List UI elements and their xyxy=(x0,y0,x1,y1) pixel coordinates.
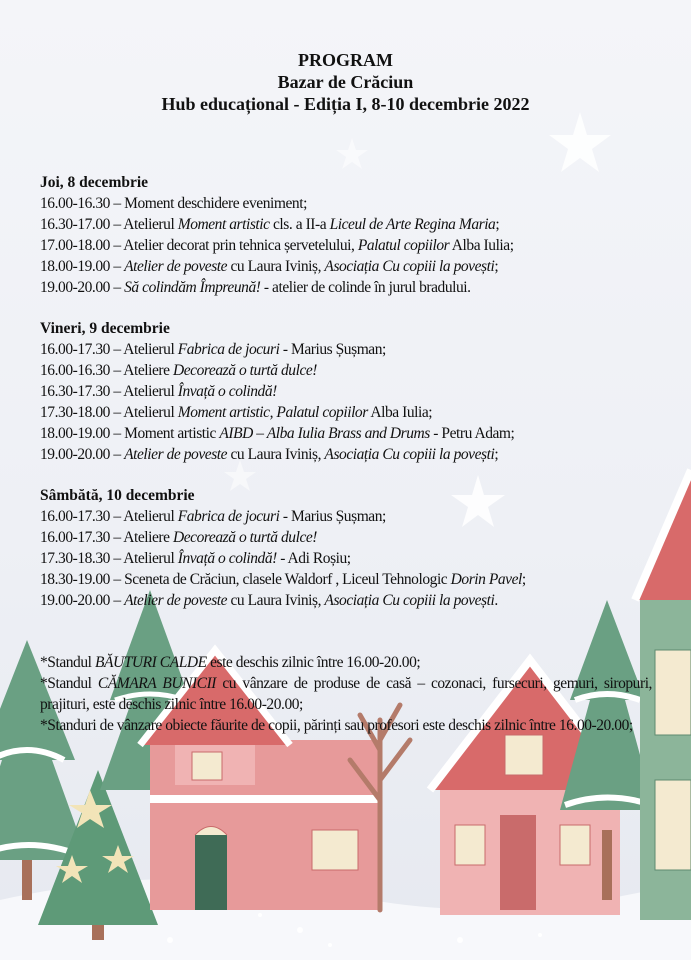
text-segment: ; xyxy=(521,571,526,588)
text-segment: cu Laura Iviniș, xyxy=(227,592,325,609)
text-segment: 19.00-20.00 – xyxy=(40,446,125,463)
text-segment: 18.00-19.00 – xyxy=(40,258,125,275)
schedule-entry xyxy=(40,402,652,423)
text-segment: 17.30-18.30 – Atelierul xyxy=(40,550,178,567)
event-edition-dates: Hub educațional - Ediția I, 8-10 decembrie 2022 xyxy=(161,94,530,114)
text-segment: 17.00-18.00 – Atelier decorat prin tehnica șervetelului, xyxy=(40,237,358,254)
stand-notes xyxy=(40,652,652,736)
day-section-saturday xyxy=(40,485,652,611)
text-segment: - Petru Adam; xyxy=(429,425,515,442)
italic-text-segment: Atelier de poveste xyxy=(124,592,228,609)
text-segment: - atelier de colinde în jurul bradului. xyxy=(260,279,471,296)
italic-text-segment: Decorează o turtă dulce! xyxy=(173,529,318,546)
italic-text-segment: Asociația Cu copiii la povești xyxy=(324,446,495,463)
text-segment: ; xyxy=(494,446,499,463)
italic-text-segment: Învață o colindă! xyxy=(177,550,277,567)
event-name: Bazar de Crăciun xyxy=(277,72,414,92)
text-segment: *Standuri de vânzare obiecte făurite de copii, părinți sau profesori este deschis zilnic între 16.00-20.00; xyxy=(40,717,633,734)
text-segment: cls. a II-a xyxy=(269,216,330,233)
text-segment: *Standul xyxy=(40,654,95,671)
text-segment: 18.00-19.00 – Moment artistic xyxy=(40,425,220,442)
text-segment: 16.30-17.30 – Atelierul xyxy=(40,383,178,400)
schedule-entry xyxy=(40,423,652,444)
schedule-entry xyxy=(40,235,652,256)
text-segment: 19.00-20.00 – xyxy=(40,592,125,609)
text-segment: Alba Iulia; xyxy=(449,237,514,254)
text-segment: - Marius Șușman; xyxy=(279,341,386,358)
text-segment: 19.00-20.00 – xyxy=(40,279,125,296)
day-section-thursday xyxy=(40,172,652,298)
schedule-entry xyxy=(40,256,652,277)
text-segment: cu Laura Iviniș, xyxy=(227,446,325,463)
day-heading: Joi, 8 decembrie xyxy=(40,174,149,191)
schedule-entry xyxy=(40,569,652,590)
text-segment: ; xyxy=(494,258,499,275)
italic-text-segment: Fabrica de jocuri xyxy=(177,508,280,525)
italic-text-segment: Decorează o turtă dulce! xyxy=(173,362,318,379)
italic-text-segment: Să colindăm Împreună! xyxy=(124,279,261,296)
stand-note xyxy=(40,715,652,736)
italic-text-segment: Fabrica de jocuri xyxy=(177,341,280,358)
text-segment: - Marius Șușman; xyxy=(279,508,386,525)
document-title: PROGRAM xyxy=(298,50,393,70)
schedule-entry xyxy=(40,444,652,465)
stand-note xyxy=(40,673,652,715)
italic-text-segment: Palatul copiilor xyxy=(357,237,450,254)
text-segment: ; xyxy=(495,216,500,233)
text-segment: 16.00-17.30 – Atelierul xyxy=(40,508,178,525)
text-segment: 18.30-19.00 – Sceneta de Crăciun, clasele Waldorf , Liceul Tehnologic xyxy=(40,571,451,588)
italic-text-segment: Moment artistic xyxy=(177,216,270,233)
italic-text-segment: Asociația Cu copiii la povești xyxy=(324,592,495,609)
italic-text-segment: Atelier de poveste xyxy=(124,258,228,275)
schedule-entry xyxy=(40,214,652,235)
text-segment: . xyxy=(494,592,498,609)
text-segment: este deschis zilnic între 16.00-20.00; xyxy=(206,654,421,671)
day-heading: Vineri, 9 decembrie xyxy=(40,320,170,337)
schedule-entry xyxy=(40,277,652,298)
schedule-entry xyxy=(40,193,652,214)
stand-note xyxy=(40,652,652,673)
italic-text-segment: Asociația Cu copiii la povești xyxy=(324,258,495,275)
schedule-entry xyxy=(40,548,652,569)
text-segment: *Standul xyxy=(40,675,98,692)
text-segment: 16.00-17.30 – Atelierul xyxy=(40,341,178,358)
text-segment: 16.00-17.30 – Ateliere xyxy=(40,529,173,546)
schedule-entry xyxy=(40,360,652,381)
italic-text-segment: CĂMARA BUNICII xyxy=(97,675,216,692)
italic-text-segment: Atelier de poveste xyxy=(124,446,228,463)
italic-text-segment: Învață o colindă! xyxy=(177,383,277,400)
italic-text-segment: AIBD – Alba Iulia Brass and Drums xyxy=(219,425,430,442)
text-segment: cu Laura Iviniș, xyxy=(227,258,325,275)
italic-text-segment: BĂUTURI CALDE xyxy=(94,654,207,671)
schedule-entry xyxy=(40,506,652,527)
text-segment: 16.00-16.30 – Ateliere xyxy=(40,362,173,379)
schedule-entry xyxy=(40,527,652,548)
day-section-friday xyxy=(40,318,652,465)
text-segment: cu vânzare de produse de casă – cozonaci, fursecuri, gemuri, siropuri, prajituri, este deschis zilnic între 16.00-20.00; xyxy=(40,675,652,713)
italic-text-segment: Moment artistic, Palatul copiilor xyxy=(177,404,368,421)
text-segment: 16.30-17.00 – Atelierul xyxy=(40,216,178,233)
text-segment: 17.30-18.00 – Atelierul xyxy=(40,404,178,421)
schedule-entry xyxy=(40,339,652,360)
text-segment: - Adi Roșiu; xyxy=(276,550,351,567)
italic-text-segment: Liceul de Arte Regina Maria xyxy=(329,216,496,233)
text-segment: Alba Iulia; xyxy=(367,404,433,421)
schedule-entry xyxy=(40,381,652,402)
italic-text-segment: Dorin Pavel xyxy=(450,571,522,588)
text-segment: 16.00-16.30 – Moment deschidere eveniment; xyxy=(40,195,307,212)
schedule-entry xyxy=(40,590,652,611)
day-heading: Sâmbătă, 10 decembrie xyxy=(40,487,195,504)
